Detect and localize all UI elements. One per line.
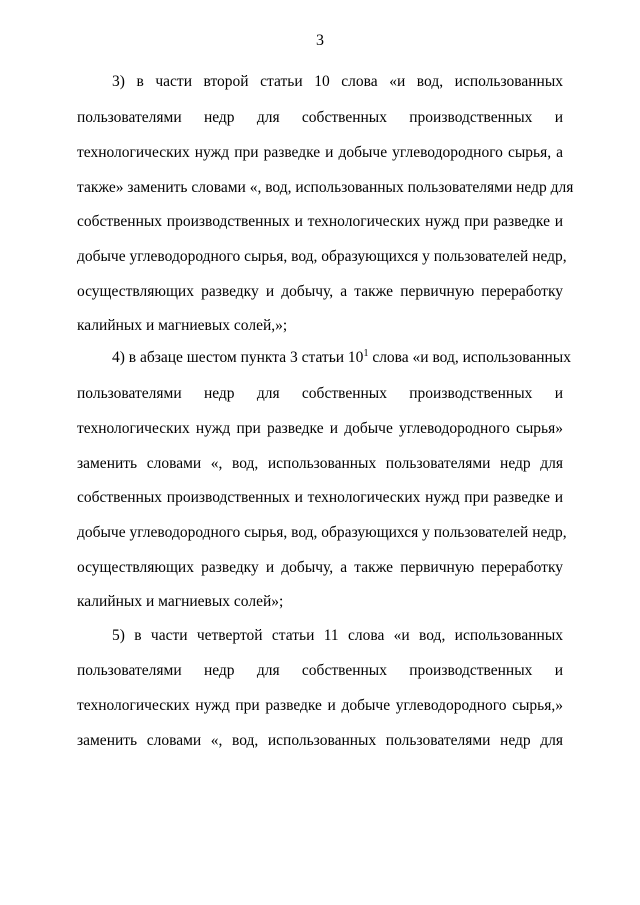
paragraph-4-line-6: добыче углеводородного сырья, вод, образующихся у пользователей недр,: [77, 524, 567, 541]
paragraph-3-line-1: 3) в части второй статьи 10 слова «и вод, использованных: [112, 73, 563, 90]
paragraph-4-line-1: [112, 348, 571, 368]
paragraph-5-line-2: пользователями недр для собственных производственных и: [77, 662, 563, 679]
paragraph-4-line-8: калийных и магниевых солей»;: [77, 593, 284, 610]
paragraph-4-line-5: собственных производственных и технологических нужд при разведке и: [77, 489, 563, 506]
paragraph-3-line-2: пользователями недр для собственных производственных и: [77, 109, 563, 126]
paragraph-4-line-3: технологических нужд при разведке и добыче углеводородного сырья»: [77, 420, 563, 437]
paragraph-3-line-4: также» заменить словами «, вод, использованных пользователями недр для: [77, 179, 574, 196]
paragraph-3-line-3: технологических нужд при разведке и добыче углеводородного сырья, а: [77, 144, 563, 161]
paragraph-5-line-4: заменить словами «, вод, использованных пользователями недр для: [77, 732, 563, 749]
paragraph-5-line-3: технологических нужд при разведке и добыче углеводородного сырья,»: [77, 697, 563, 714]
paragraph-4-line-4: заменить словами «, вод, использованных пользователями недр для: [77, 455, 563, 472]
paragraph-4-text-before-superscript: 4) в абзаце шестом пункта 3 статьи 10: [112, 349, 364, 366]
paragraph-5-line-1: 5) в части четвертой статьи 11 слова «и вод, использованных: [112, 627, 563, 644]
paragraph-4-line-7: осуществляющих разведку и добычу, а также первичную переработку: [77, 559, 563, 576]
paragraph-3-line-7: осуществляющих разведку и добычу, а также первичную переработку: [77, 283, 563, 300]
superscript-article-index: 1: [363, 348, 369, 359]
paragraph-3-line-5: собственных производственных и технологических нужд при разведке и: [77, 213, 563, 230]
paragraph-3-line-8: калийных и магниевых солей,»;: [77, 317, 288, 334]
page-number: 3: [316, 32, 324, 49]
paragraph-4-text-after-superscript: слова «и вод, использованных: [368, 349, 571, 366]
paragraph-4-line-2: пользователями недр для собственных производственных и: [77, 385, 563, 402]
paragraph-3-line-6: добыче углеводородного сырья, вод, образующихся у пользователей недр,: [77, 248, 567, 265]
